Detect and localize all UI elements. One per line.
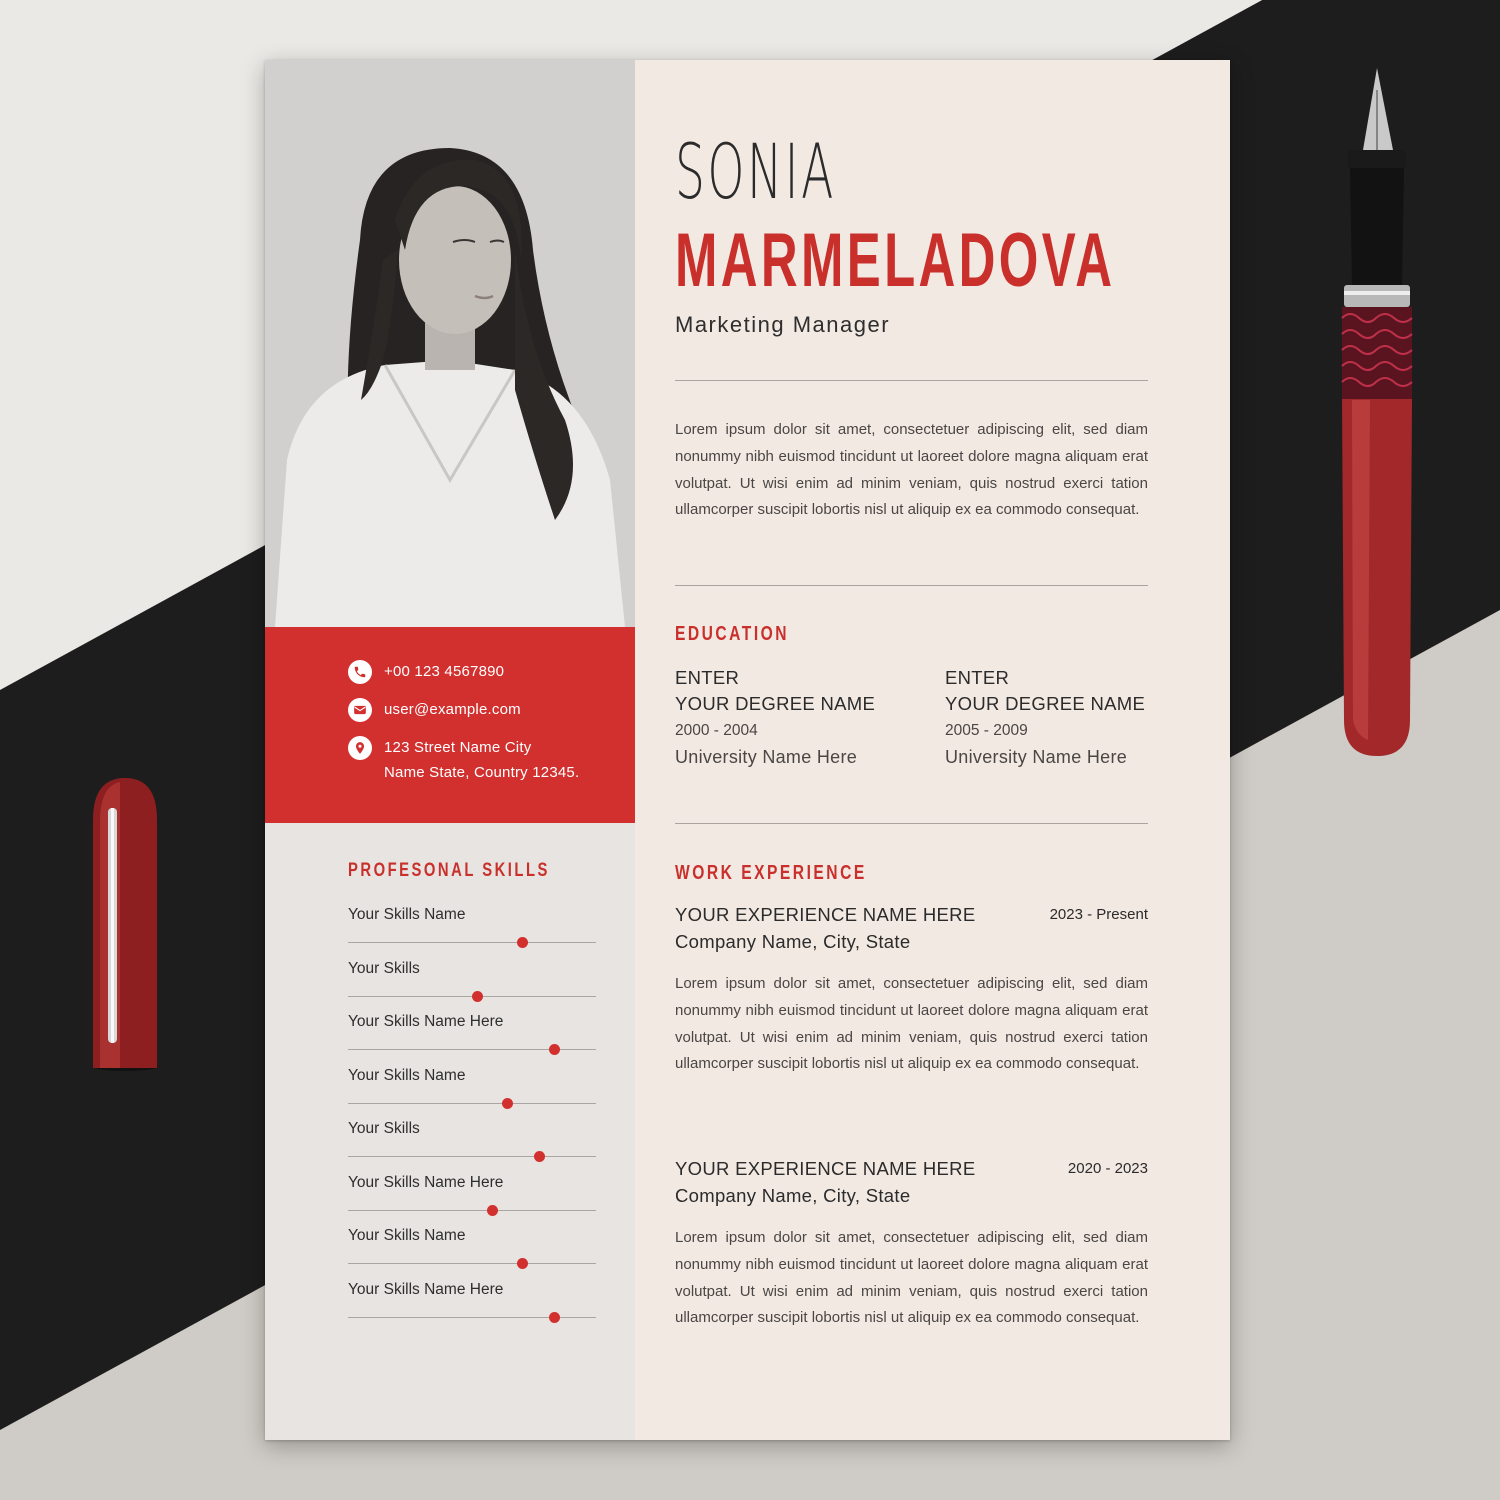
skill-item	[348, 906, 596, 950]
skill-level-track	[348, 1156, 596, 1157]
profile-photo	[265, 60, 635, 627]
skill-level-marker	[517, 937, 528, 948]
summary-text: Lorem ipsum dolor sit amet, consectetuer adipiscing elit, sed diam nonummy nibh euismod tincidunt ut laoreet dolore magna aliquam erat volutpat. Ut wisi enim ad minim veniam, quis nostrud exerci tation ullamcorper suscipit lobortis nisl ut aliquip ex ea commodo consequat.	[675, 421, 1148, 519]
work-experience-heading: WORK EXPERIENCE	[675, 862, 867, 884]
skills-heading: PROFESONAL SKILLS	[348, 860, 550, 881]
contact-address-row	[348, 736, 579, 786]
last-name: MARMELADOVA	[675, 218, 1116, 303]
contact-block	[265, 627, 635, 823]
skill-level-marker	[472, 991, 483, 1002]
degree-name: YOUR DEGREE NAME	[675, 693, 876, 714]
pen-cap-image	[93, 778, 157, 1071]
contact-phone[interactable]: +00 123 4567890	[384, 663, 505, 680]
university-name: University Name Here	[675, 747, 858, 767]
skill-level-marker	[549, 1312, 560, 1323]
contact-address	[384, 736, 579, 786]
experience-dates: 2023 - Present	[1049, 906, 1148, 923]
skill-name: Your Skills Name Here	[348, 1013, 504, 1030]
skill-level-track	[348, 1263, 596, 1264]
skill-item	[348, 960, 596, 1004]
experience-description: Lorem ipsum dolor sit amet, consectetuer adipiscing elit, sed diam nonummy nibh euismod tincidunt ut laoreet dolore magna aliquam erat volutpat. Ut wisi enim ad minim veniam, quis nostrud exerci tation ullamcorper suscipit lobortis nisl ut aliquip ex ea commodo consequat.	[675, 975, 1148, 1073]
skill-name: Your Skills Name	[348, 906, 466, 923]
skill-level-track	[348, 942, 596, 943]
skill-level-marker	[534, 1151, 545, 1162]
degree-name: YOUR DEGREE NAME	[945, 693, 1146, 714]
skill-item	[348, 1013, 596, 1057]
education-years: 2000 - 2004	[675, 722, 758, 739]
skill-level-track	[348, 1103, 596, 1104]
divider	[675, 380, 1148, 381]
job-role: Marketing Manager	[675, 312, 891, 337]
experience-company: Company Name, City, State	[675, 1185, 911, 1206]
experience-description: Lorem ipsum dolor sit amet, consectetuer adipiscing elit, sed diam nonummy nibh euismod tincidunt ut laoreet dolore magna aliquam erat volutpat. Ut wisi enim ad minim veniam, quis nostrud exerci tation ullamcorper suscipit lobortis nisl ut aliquip ex ea commodo consequat.	[675, 1229, 1148, 1327]
first-name: SONIA	[675, 127, 836, 216]
skill-name: Your Skills Name	[348, 1227, 466, 1244]
skill-level-marker	[502, 1098, 513, 1109]
skill-name: Your Skills Name	[348, 1066, 466, 1084]
skill-name: Your Skills	[348, 1120, 420, 1137]
skill-level-marker	[549, 1044, 560, 1055]
skill-item	[348, 1174, 596, 1218]
skill-level-track	[348, 1210, 596, 1211]
divider	[675, 585, 1148, 586]
address-line-1: 123 Street Name City	[384, 739, 532, 756]
contact-phone-row	[348, 660, 504, 685]
skill-item	[348, 1067, 596, 1111]
fountain-pen-image	[1342, 68, 1412, 756]
skill-level-marker	[517, 1258, 528, 1269]
degree-line-1: ENTER	[675, 667, 740, 688]
skill-name: Your Skills Name Here	[348, 1173, 504, 1191]
education-years: 2005 - 2009	[945, 722, 1028, 739]
skill-item	[348, 1120, 596, 1164]
phone-icon	[348, 660, 372, 684]
experience-dates: 2020 - 2023	[1067, 1160, 1148, 1177]
contact-email-row	[348, 698, 521, 723]
education-heading: EDUCATION	[675, 623, 790, 645]
skill-level-marker	[487, 1205, 498, 1216]
university-name: University Name Here	[945, 747, 1128, 767]
portrait-image	[265, 60, 635, 627]
education-item	[675, 665, 905, 769]
skill-item	[348, 1281, 596, 1325]
degree-line-1: ENTER	[945, 667, 1010, 688]
contact-email[interactable]: user@example.com	[384, 701, 521, 718]
email-icon	[348, 698, 372, 722]
skill-item	[348, 1227, 596, 1271]
location-pin-icon	[348, 736, 372, 760]
education-item	[945, 665, 1175, 769]
skill-name: Your Skills Name Here	[348, 1280, 504, 1298]
skill-name: Your Skills	[348, 959, 420, 977]
divider	[675, 823, 1148, 824]
address-line-2: Name State, Country 12345.	[384, 764, 580, 781]
experience-title: YOUR EXPERIENCE NAME HERE	[675, 904, 976, 925]
sidebar	[265, 60, 635, 1440]
experience-title: YOUR EXPERIENCE NAME HERE	[675, 1158, 976, 1179]
resume-page	[265, 60, 1230, 1440]
experience-company: Company Name, City, State	[675, 931, 911, 952]
